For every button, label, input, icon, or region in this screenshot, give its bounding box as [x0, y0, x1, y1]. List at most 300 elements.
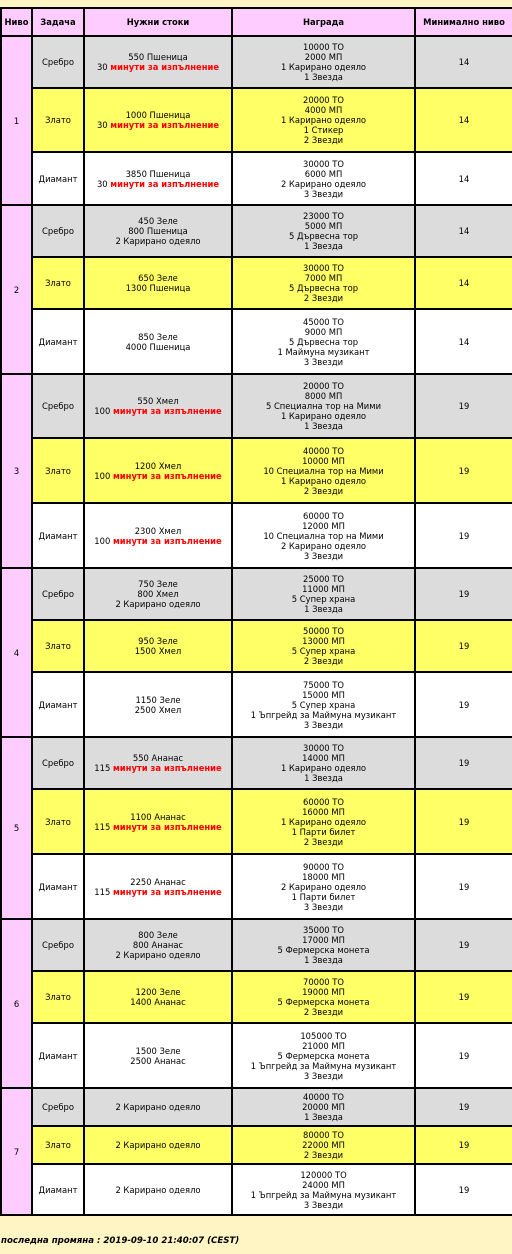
task-cell: Злато — [32, 620, 84, 672]
goods-line — [85, 283, 231, 293]
reward-line: 30000 TO — [302, 158, 344, 169]
task-cell: Злато — [32, 971, 84, 1023]
reward-cell — [232, 36, 415, 88]
reward-cell — [232, 1126, 415, 1164]
goods-cell — [84, 309, 232, 374]
goods-line — [85, 1056, 231, 1066]
reward-line: 2 Карирано одеяло — [280, 881, 367, 892]
reward-line: 3 Звезди — [303, 719, 344, 730]
reward-line: 11000 МП — [302, 584, 345, 594]
min-level-cell: 19 — [415, 503, 512, 568]
table-row — [1, 1088, 512, 1126]
duration-text: минути за изпълнение — [110, 178, 220, 189]
reward-line: 40000 TO — [302, 1092, 344, 1102]
goods-cell — [84, 620, 232, 672]
min-level-cell: 19 — [415, 672, 512, 737]
goods-text: 1000 Пшеница — [125, 110, 191, 120]
goods-cell — [84, 205, 232, 257]
header-goods: Нужни стоки — [84, 8, 232, 36]
goods-text: 2 Карирано одеяло — [115, 1184, 201, 1195]
table-row — [1, 568, 512, 620]
reward-line: 23000 TO — [302, 211, 344, 221]
goods-line — [85, 1102, 231, 1112]
reward-line: 5 Фермерска монета — [277, 945, 370, 955]
reward-line: 3 Звезди — [303, 901, 344, 912]
reward-line: 22000 МП — [302, 1140, 345, 1150]
task-cell: Диамант — [32, 503, 84, 568]
goods-line — [85, 599, 231, 609]
level-cell: 1 — [1, 36, 32, 205]
task-cell: Сребро — [32, 205, 84, 257]
task-cell: Злато — [32, 438, 84, 503]
task-cell: Сребро — [32, 919, 84, 971]
duration-text: минути за изпълнение — [112, 406, 222, 416]
goods-text: 1500 Хмел — [134, 646, 182, 656]
reward-line: 10 Специална тор на Мими — [263, 465, 384, 476]
reward-line: 1 Карирано одеяло — [280, 115, 367, 125]
reward-cell — [232, 1023, 415, 1088]
table-row — [1, 971, 512, 1023]
task-cell: Сребро — [32, 36, 84, 88]
task-cell: Диамант — [32, 1164, 84, 1215]
reward-cell — [232, 88, 415, 152]
goods-text: 2250 Ананас — [130, 876, 186, 887]
reward-line: 2 Звезди — [303, 485, 344, 496]
goods-line — [85, 1140, 231, 1150]
table-row — [1, 737, 512, 789]
reward-line: 30000 TO — [302, 743, 344, 753]
goods-text: 550 Хмел — [137, 396, 179, 406]
goods-text: 1100 Ананас — [130, 811, 186, 822]
reward-line: 1 Карирано одеяло — [280, 411, 367, 421]
reward-line: 10000 МП — [302, 455, 345, 466]
reward-line: 9000 МП — [304, 326, 343, 337]
table-body — [1, 36, 512, 1215]
reward-line: 2 Звезди — [303, 656, 344, 666]
goods-text: 1150 Зеле — [135, 694, 181, 705]
goods-line — [85, 273, 231, 283]
header-task: Задача — [32, 8, 84, 36]
goods-line — [85, 396, 231, 406]
goods-line — [85, 332, 231, 342]
reward-line: 1 Звезда — [304, 955, 343, 965]
level-cell: 4 — [1, 568, 32, 737]
goods-line — [85, 987, 231, 997]
reward-line: 13000 МП — [302, 636, 345, 646]
goods-text: 2300 Хмел — [134, 525, 182, 536]
reward-cell — [232, 152, 415, 205]
task-cell: Сребро — [32, 1088, 84, 1126]
goods-line — [85, 471, 231, 481]
table-row — [1, 672, 512, 737]
reward-line: 1 Карирано одеяло — [280, 816, 367, 827]
reward-line: 1 Карирано одеяло — [280, 763, 367, 773]
goods-line — [85, 342, 231, 352]
duration-text: минути за изпълнение — [112, 821, 222, 832]
reward-line: 5 Супер храна — [291, 594, 356, 604]
min-level-cell: 19 — [415, 854, 512, 919]
reward-line: 35000 TO — [302, 925, 344, 935]
min-level-cell: 19 — [415, 438, 512, 503]
reward-cell — [232, 672, 415, 737]
duration-text: минути за изпълнение — [112, 763, 222, 773]
level-cell: 7 — [1, 1088, 32, 1215]
task-cell: Сребро — [32, 737, 84, 789]
task-cell: Диамант — [32, 309, 84, 374]
goods-text: 800 Зеле — [138, 930, 178, 940]
goods-text: 2 Карирано одеяло — [115, 950, 201, 960]
goods-cell — [84, 789, 232, 854]
table-row — [1, 789, 512, 854]
goods-text: 1200 Хмел — [134, 460, 182, 471]
goods-line — [85, 226, 231, 236]
reward-line: 6000 МП — [304, 168, 343, 179]
goods-cell — [84, 36, 232, 88]
goods-line — [85, 753, 231, 763]
reward-line: 1 Карирано одеяло — [280, 475, 367, 486]
reward-line: 21000 МП — [302, 1040, 345, 1051]
reward-line: 5 Дървесна тор — [288, 336, 359, 347]
reward-line: 1 Стикер — [303, 125, 344, 135]
goods-line — [85, 110, 231, 120]
table-header — [1, 8, 512, 36]
reward-line: 75000 TO — [302, 679, 344, 690]
goods-cell — [84, 1164, 232, 1215]
goods-line — [85, 236, 231, 246]
reward-line: 18000 МП — [302, 871, 345, 882]
reward-line: 1 Звезда — [304, 421, 343, 431]
reward-line: 5 Дървесна тор — [288, 231, 359, 241]
reward-line: 45000 TO — [302, 316, 344, 327]
reward-cell — [232, 854, 415, 919]
goods-line — [85, 62, 231, 72]
task-cell: Диамант — [32, 672, 84, 737]
reward-line: 3 Звезди — [303, 356, 344, 367]
goods-cell — [84, 438, 232, 503]
goods-line — [85, 179, 231, 189]
reward-cell — [232, 503, 415, 568]
reward-line: 105000 TO — [300, 1030, 347, 1041]
reward-line: 2 Звезди — [303, 135, 344, 145]
duration-text: минути за изпълнение — [112, 535, 222, 546]
table-row — [1, 152, 512, 205]
goods-text: 650 Зеле — [138, 273, 178, 283]
reward-cell — [232, 309, 415, 374]
reward-line: 40000 TO — [302, 445, 344, 456]
goods-line — [85, 646, 231, 656]
goods-text: 2 Карирано одеяло — [115, 599, 201, 609]
reward-line: 1 Ъпгрейд за Маймуна музикант — [250, 709, 397, 720]
goods-text: 550 Пшеница — [128, 52, 188, 62]
min-level-cell: 19 — [415, 374, 512, 438]
goods-text: 750 Зеле — [138, 579, 178, 589]
task-cell: Злато — [32, 789, 84, 854]
reward-line: 2 Карирано одеяло — [280, 540, 367, 551]
reward-line: 1 Ъпгрейд за Маймуна музикант — [250, 1060, 397, 1071]
table-row — [1, 1023, 512, 1088]
reward-line: 70000 TO — [302, 977, 344, 987]
reward-line: 3 Звезди — [303, 550, 344, 561]
duration-text: минути за изпълнение — [112, 470, 222, 481]
goods-cell — [84, 503, 232, 568]
table-row — [1, 309, 512, 374]
reward-line: 4000 МП — [304, 105, 343, 115]
goods-cell — [84, 568, 232, 620]
reward-line: 1 Звезда — [304, 241, 343, 251]
goods-line — [85, 705, 231, 715]
goods-line — [85, 940, 231, 950]
task-cell: Сребро — [32, 568, 84, 620]
goods-text: 100 — [94, 470, 113, 481]
header-min-level: Минимално ниво — [415, 8, 512, 36]
table-row — [1, 620, 512, 672]
goods-text: 115 — [94, 763, 113, 773]
reward-line: 10000 TO — [302, 42, 344, 52]
goods-text: 2 Карирано одеяло — [115, 1140, 201, 1150]
min-level-cell: 14 — [415, 257, 512, 309]
reward-line: 60000 TO — [302, 796, 344, 807]
reward-line: 3 Звезди — [303, 188, 344, 199]
goods-line — [85, 877, 231, 887]
reward-cell — [232, 919, 415, 971]
reward-line: 2 Звезди — [303, 836, 344, 847]
task-cell: Диамант — [32, 854, 84, 919]
goods-cell — [84, 1126, 232, 1164]
last-modified-footer: последна промяна : 2019-09-10 21:40:07 (CEST) — [1, 1236, 240, 1246]
reward-line: 1 Ъпгрейд за Маймуна музикант — [250, 1189, 397, 1200]
table-row — [1, 88, 512, 152]
reward-cell — [232, 620, 415, 672]
table-row — [1, 438, 512, 503]
level-cell: 5 — [1, 737, 32, 919]
min-level-cell: 19 — [415, 1023, 512, 1088]
goods-text: 2500 Ананас — [130, 1055, 186, 1066]
goods-line — [85, 636, 231, 646]
goods-cell — [84, 919, 232, 971]
goods-text: 850 Зеле — [138, 331, 178, 342]
goods-text: 30 — [96, 62, 111, 72]
reward-line: 1 Парти билет — [291, 826, 356, 837]
goods-line — [85, 216, 231, 226]
goods-text: 100 — [94, 406, 113, 416]
goods-text: 550 Ананас — [132, 753, 184, 763]
reward-line: 50000 TO — [302, 626, 344, 636]
reward-line: 5 Дървесна тор — [288, 283, 359, 293]
reward-line: 5 Супер храна — [291, 699, 356, 710]
reward-line: 3 Звезди — [303, 1199, 344, 1210]
reward-line: 19000 МП — [302, 987, 345, 997]
reward-line: 2 Карирано одеяло — [280, 178, 367, 189]
reward-line: 20000 МП — [302, 1102, 345, 1112]
reward-cell — [232, 568, 415, 620]
reward-line: 1 Звезда — [304, 1112, 343, 1122]
reward-line: 14000 МП — [302, 753, 345, 763]
reward-line: 1 Звезда — [304, 604, 343, 614]
duration-text: минути за изпълнение — [112, 886, 222, 897]
task-cell: Диамант — [32, 1023, 84, 1088]
reward-line: 5000 МП — [304, 221, 343, 231]
header-row — [1, 8, 512, 36]
reward-line: 5 Фермерска монета — [277, 997, 370, 1007]
reward-line: 1 Звезда — [304, 72, 343, 82]
goods-line — [85, 579, 231, 589]
goods-line — [85, 589, 231, 599]
reward-line: 1 Звезда — [304, 773, 343, 783]
goods-line — [85, 763, 231, 773]
level-cell: 6 — [1, 919, 32, 1088]
duration-text: минути за изпълнение — [110, 120, 220, 130]
reward-line: 3 Звезди — [303, 1070, 344, 1081]
goods-cell — [84, 854, 232, 919]
goods-text: 2500 Хмел — [134, 704, 182, 715]
reward-cell — [232, 438, 415, 503]
reward-line: 90000 TO — [302, 861, 344, 872]
goods-text: 1200 Зеле — [135, 987, 181, 997]
table-row — [1, 919, 512, 971]
goods-line — [85, 120, 231, 130]
goods-text: 3850 Пшеница — [125, 168, 191, 179]
reward-line: 120000 TO — [300, 1169, 347, 1180]
reward-line: 5 Фермерска монета — [277, 1050, 370, 1061]
reward-cell — [232, 1164, 415, 1215]
goods-text: 30 — [96, 178, 111, 189]
goods-line — [85, 461, 231, 471]
min-level-cell: 19 — [415, 1164, 512, 1215]
min-level-cell: 14 — [415, 152, 512, 205]
reward-line: 15000 МП — [302, 689, 345, 700]
goods-line — [85, 406, 231, 416]
goods-cell — [84, 152, 232, 205]
reward-cell — [232, 971, 415, 1023]
goods-text: 1300 Пшеница — [125, 283, 191, 293]
goods-cell — [84, 1023, 232, 1088]
min-level-cell: 14 — [415, 309, 512, 374]
table-row — [1, 257, 512, 309]
min-level-cell: 19 — [415, 789, 512, 854]
goods-text: 800 Хмел — [137, 589, 179, 599]
table-row — [1, 503, 512, 568]
reward-cell — [232, 737, 415, 789]
goods-line — [85, 695, 231, 705]
reward-cell — [232, 1088, 415, 1126]
goods-text: 800 Пшеница — [128, 226, 188, 236]
reward-cell — [232, 789, 415, 854]
goods-line — [85, 812, 231, 822]
goods-cell — [84, 374, 232, 438]
reward-line: 2 Звезди — [303, 1150, 344, 1160]
table-row — [1, 854, 512, 919]
level-cell: 3 — [1, 374, 32, 568]
goods-cell — [84, 1088, 232, 1126]
min-level-cell: 14 — [415, 205, 512, 257]
reward-line: 2000 МП — [304, 52, 343, 62]
duration-text: минути за изпълнение — [110, 62, 220, 72]
level-cell: 2 — [1, 205, 32, 374]
goods-text: 115 — [94, 821, 113, 832]
goods-line — [85, 930, 231, 940]
reward-line: 1 Парти билет — [291, 891, 356, 902]
goods-line — [85, 1185, 231, 1195]
task-cell: Злато — [32, 88, 84, 152]
goods-line — [85, 887, 231, 897]
min-level-cell: 19 — [415, 1088, 512, 1126]
goods-cell — [84, 737, 232, 789]
reward-line: 24000 МП — [302, 1179, 345, 1190]
reward-cell — [232, 205, 415, 257]
reward-line: 5 Супер храна — [291, 646, 356, 656]
reward-line: 30000 TO — [302, 263, 344, 273]
goods-text: 2 Карирано одеяло — [115, 1102, 201, 1112]
reward-line: 2 Звезди — [303, 1007, 344, 1017]
goods-line — [85, 950, 231, 960]
reward-line: 7000 МП — [304, 273, 343, 283]
min-level-cell: 19 — [415, 971, 512, 1023]
min-level-cell: 19 — [415, 919, 512, 971]
table-row — [1, 1126, 512, 1164]
goods-cell — [84, 257, 232, 309]
goods-text: 450 Зеле — [138, 216, 178, 226]
task-cell: Диамант — [32, 152, 84, 205]
table-row — [1, 36, 512, 88]
goods-line — [85, 536, 231, 546]
goods-line — [85, 822, 231, 832]
min-level-cell: 19 — [415, 568, 512, 620]
goods-text: 800 Ананас — [132, 940, 184, 950]
reward-line: 60000 TO — [302, 510, 344, 521]
goods-text: 4000 Пшеница — [125, 341, 191, 352]
reward-line: 80000 TO — [302, 1130, 344, 1140]
reward-line: 17000 МП — [302, 935, 345, 945]
goods-text: 950 Зеле — [138, 636, 178, 646]
table-row — [1, 205, 512, 257]
table-row — [1, 1164, 512, 1215]
min-level-cell: 19 — [415, 737, 512, 789]
goods-text: 2 Карирано одеяло — [115, 236, 201, 246]
goods-text: 1400 Ананас — [130, 997, 186, 1007]
goods-cell — [84, 971, 232, 1023]
goods-text: 30 — [96, 120, 111, 130]
header-level: Ниво — [1, 8, 32, 36]
goods-line — [85, 52, 231, 62]
header-reward: Награда — [232, 8, 415, 36]
table-row — [1, 374, 512, 438]
quest-table — [0, 7, 512, 1216]
reward-line: 25000 TO — [302, 574, 344, 584]
reward-line: 1 Карирано одеяло — [280, 62, 367, 72]
reward-cell — [232, 374, 415, 438]
task-cell: Злато — [32, 257, 84, 309]
reward-line: 12000 МП — [302, 520, 345, 531]
reward-line: 8000 МП — [304, 391, 343, 401]
reward-line: 20000 TO — [302, 95, 344, 105]
min-level-cell: 19 — [415, 620, 512, 672]
reward-line: 2 Звезди — [303, 293, 344, 303]
reward-line: 5 Специална тор на Мими — [265, 401, 382, 411]
goods-line — [85, 1046, 231, 1056]
goods-cell — [84, 672, 232, 737]
min-level-cell: 14 — [415, 88, 512, 152]
goods-cell — [84, 88, 232, 152]
goods-line — [85, 169, 231, 179]
task-cell: Злато — [32, 1126, 84, 1164]
reward-line: 1 Маймуна музикант — [277, 346, 370, 357]
min-level-cell: 19 — [415, 1126, 512, 1164]
goods-text: 1500 Зеле — [135, 1045, 181, 1056]
reward-line: 20000 TO — [302, 381, 344, 391]
reward-line: 10 Специална тор на Мими — [263, 530, 384, 541]
goods-line — [85, 526, 231, 536]
goods-text: 100 — [94, 535, 113, 546]
